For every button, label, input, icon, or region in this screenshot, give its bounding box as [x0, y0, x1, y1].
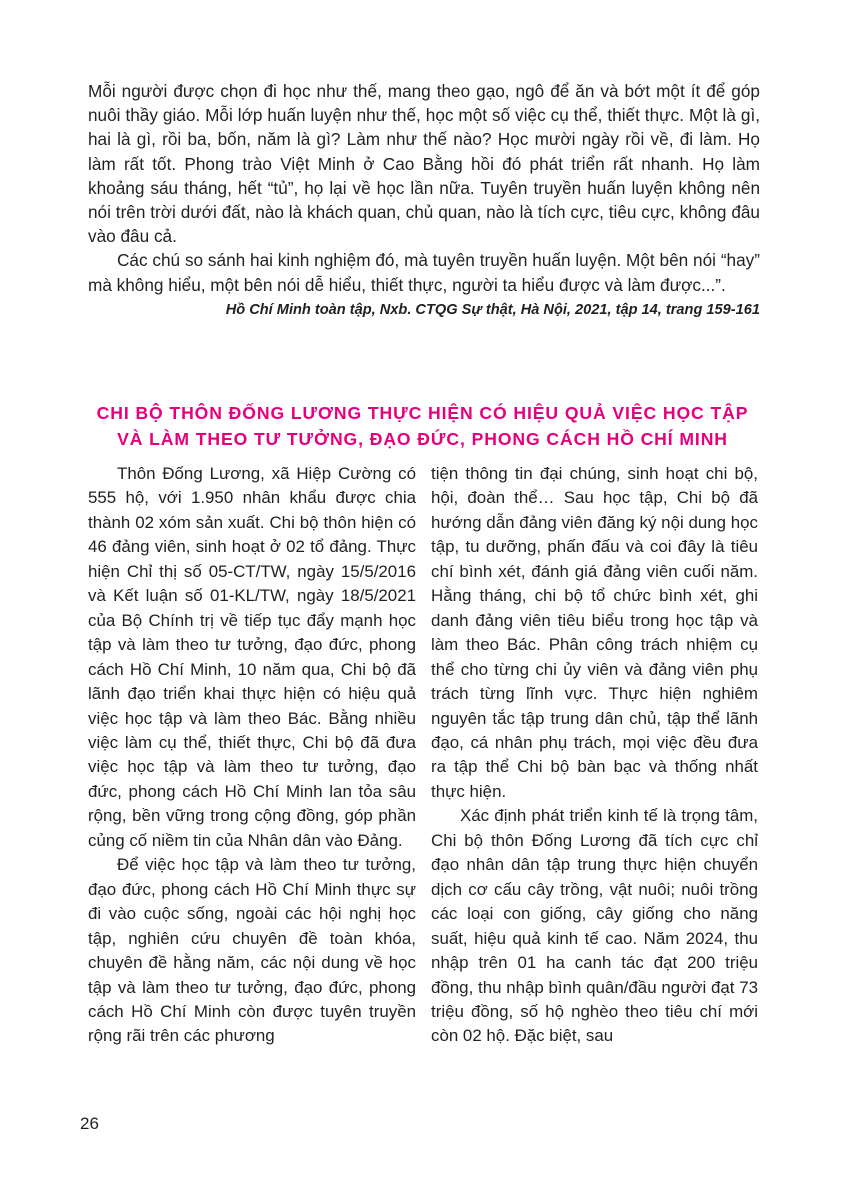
left-column — [88, 462, 416, 1049]
section-title-line-2: VÀ LÀM THEO TƯ TƯỞNG, ĐẠO ĐỨC, PHONG CÁCH HỒ CHÍ MINH — [117, 429, 728, 449]
quote-block — [88, 79, 760, 321]
quote-paragraph-1: Mỗi người được chọn đi học như thế, mang theo gạo, ngô để ăn và bớt một ít để góp nuôi thầy giáo. Mỗi lớp huấn luyện như thế, học một số việc cụ thể, thiết thực. Một là gì, hai là gì, rồi ba, bốn, năm là gì? Làm như thế nào? Học mười ngày rồi về, đi làm. Họ làm rất tốt. Phong trào Việt Minh ở Cao Bằng hồi đó phát triển rất nhanh. Họ làm khoảng sáu tháng, hết “tủ”, họ lại về học lần nữa. Tuyên truyền huấn luyện không nên nói trên trời dưới đất, nào là khách quan, chủ quan, nào là tích cực, tiêu cực, không đâu vào đâu cả. — [88, 81, 760, 247]
page-number: 26 — [80, 1114, 99, 1133]
quote-citation: Hồ Chí Minh toàn tập, Nxb. CTQG Sự thật, Hà Nội, 2021, tập 14, trang 159-161 — [225, 301, 760, 318]
right-column — [431, 462, 758, 1049]
section-title-line-1: CHI BỘ THÔN ĐỐNG LƯƠNG THỰC HIỆN CÓ HIỆU QUẢ VIỆC HỌC TẬP — [96, 403, 749, 423]
body-paragraph: tiện thông tin đại chúng, sinh hoạt chi bộ, hội, đoàn thể… Sau học tập, Chi bộ đã hướng dẫn đảng viên đăng ký nội dung học tập, tu dưỡng, phấn đấu và coi đây là tiêu chí bình xét, đánh giá đảng viên cuối năm. Hằng tháng, chi bộ tổ chức bình xét, ghi danh đảng viên tiêu biểu trong học tập và làm theo Bác. Phân công trách nhiệm cụ thể cho từng chi ủy viên và đảng viên phụ trách từng lĩnh vực. Thực hiện nghiêm nguyên tắc tập trung dân chủ, tập thể lãnh đạo, cá nhân phụ trách, mọi việc đều đưa ra tập thể Chi bộ bàn bạc và thống nhất thực hiện. — [431, 464, 758, 801]
quote-paragraph-2: Các chú so sánh hai kinh nghiệm đó, mà tuyên truyền huấn luyện. Một bên nói “hay” mà không hiểu, một bên nói dễ hiểu, thiết thực, người ta hiểu được và làm được...”. — [88, 250, 760, 295]
body-paragraph: Để việc học tập và làm theo tư tưởng, đạo đức, phong cách Hồ Chí Minh thực sự đi vào cuộc sống, ngoài các hội nghị học tập, nghiên cứu chuyên đề toàn khóa, chuyên đề hằng năm, các nội dung về học tập và làm theo tư tưởng, đạo đức, phong cách Hồ Chí Minh còn được tuyên truyền rộng rãi trên các phương — [88, 855, 416, 1046]
section-title — [80, 400, 765, 452]
body-paragraph: Xác định phát triển kinh tế là trọng tâm, Chi bộ thôn Đống Lương đã tích cực chỉ đạo nhân dân tập trung thực hiện chuyển dịch cơ cấu cây trồng, vật nuôi; nuôi trồng các loại con giống, cây giống cho năng suất, hiệu quả kinh tế cao. Năm 2024, thu nhập trên 01 ha canh tác đạt 200 triệu đồng, thu nhập bình quân/đầu người đạt 73 triệu đồng, số hộ nghèo theo tiêu chí mới còn 02 hộ. Đặc biệt, sau — [431, 806, 758, 1046]
body-paragraph: Thôn Đống Lương, xã Hiệp Cường có 555 hộ, với 1.950 nhân khẩu được chia thành 02 xóm sản xuất. Chi bộ thôn hiện có 46 đảng viên, sinh hoạt ở 02 tổ đảng. Thực hiện Chỉ thị số 05-CT/TW, ngày 15/5/2016 và Kết luận số 01-KL/TW, ngày 18/5/2021 của Bộ Chính trị về tiếp tục đẩy mạnh học tập và làm theo tư tưởng, đạo đức, phong cách Hồ Chí Minh, 10 năm qua, Chi bộ đã lãnh đạo triển khai thực hiện có hiệu quả việc học tập và làm theo Bác. Bằng nhiều việc làm cụ thể, thiết thực, Chi bộ đã đưa việc học tập và làm theo tư tưởng, đạo đức, phong cách Hồ Chí Minh lan tỏa sâu rộng, bền vững trong cộng đồng, góp phần củng cố niềm tin của Nhân dân vào Đảng. — [88, 464, 416, 850]
